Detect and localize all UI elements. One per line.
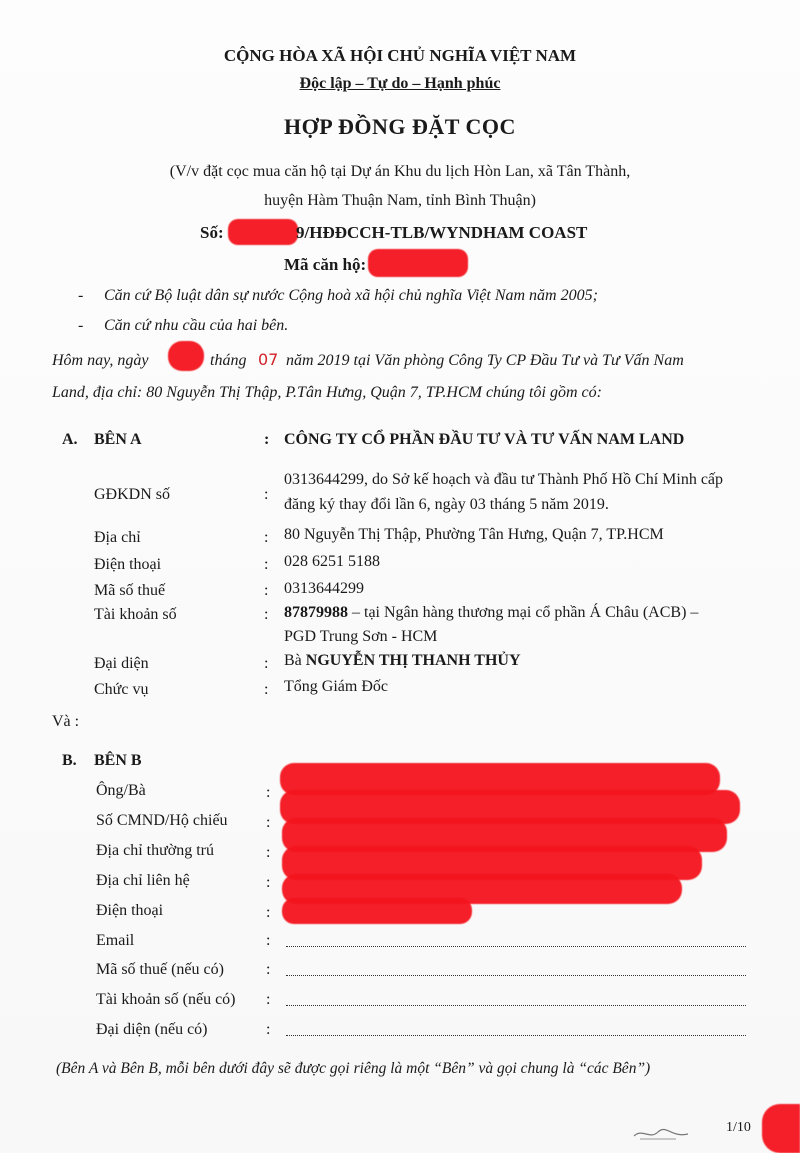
handwritten-month: 07 [258,350,279,369]
account-number: 87879988 [284,604,348,621]
field-value: đăng ký thay đổi lần 6, ngày 03 tháng 5 năm 2019. [284,496,609,513]
blank-fill-line [286,975,746,976]
colon: : [266,1021,271,1038]
intro-text: Land, địa chỉ: 80 Nguyễn Thị Thập, P.Tân Hưng, Quận 7, TP.HCM chúng tôi gồm có: [52,384,602,401]
field-label: Điện thoại [96,902,164,919]
colon: : [264,582,269,599]
field-label: Chức vụ [94,681,149,698]
intro-text: tháng [210,352,247,369]
colon: : [266,932,271,949]
account-line [284,604,698,622]
representative-name: NGUYỄN THỊ THANH THỦY [305,652,521,669]
field-label: Địa chỉ thường trú [96,842,214,859]
redaction-mark [228,219,298,245]
basis-item: Căn cứ nhu cầu của hai bên. [104,317,289,334]
field-value: Tổng Giám Đốc [284,678,388,695]
blank-fill-line [286,1005,746,1006]
party-a-company-name: CÔNG TY CỔ PHẦN ĐẦU TƯ VÀ TƯ VẤN NAM LAND [284,431,685,448]
redaction-mark [168,341,204,371]
colon: : [264,529,269,546]
intro-text: năm 2019 tại Văn phòng Công Ty CP Đầu Tư và Tư Vấn Nam [286,352,684,369]
apartment-code-label: Mã căn hộ: [284,255,367,274]
bank-info: – tại Ngân hàng thương mại cổ phần Á Châu (ACB) – [348,604,699,621]
colon: : [266,784,271,801]
colon: : [266,874,271,891]
field-label: Số CMND/Hộ chiếu [96,812,228,829]
field-label: Điện thoại [94,556,162,573]
initials-signature-icon [628,1124,698,1144]
field-value: 028 6251 5188 [284,553,380,570]
colon: : [264,486,269,503]
colon: : [264,431,270,448]
party-b-heading: BÊN B [94,752,142,769]
field-label: Mã số thuế (nếu có) [96,961,224,978]
field-value: 0313644299 [284,580,364,597]
field-label: GĐKDN số [94,486,170,503]
colon: : [266,904,271,921]
redaction-mark [282,898,472,924]
blank-fill-line [286,946,746,947]
field-label: Ông/Bà [96,782,146,799]
basis-item: Căn cứ Bộ luật dân sự nước Cộng hoà xã hội chủ nghĩa Việt Nam năm 2005; [104,287,598,304]
field-label: Địa chỉ liên hệ [96,872,190,889]
footnote: (Bên A và Bên B, mỗi bên dưới đây sẽ được gọi riêng là một “Bên” và gọi chung là “các Bên”) [56,1060,651,1077]
field-label: Mã số thuế [94,582,166,599]
field-value: PGD Trung Sơn - HCM [284,628,438,645]
blank-fill-line [286,1035,746,1036]
colon: : [264,606,269,623]
contract-number-label: Số: [200,223,224,242]
party-a-letter: A. [62,431,78,448]
party-a-heading: BÊN A [94,431,142,448]
intro-text: Hôm nay, ngày [52,352,149,369]
field-label: Tài khoản số [94,606,177,623]
field-value: 0313644299, do Sở kế hoạch và đầu tư Thành Phố Hồ Chí Minh cấp [284,471,724,488]
and-text: Và : [52,713,80,730]
field-label: Tài khoản số (nếu có) [96,991,236,1008]
field-label: Địa chỉ [94,529,141,546]
redaction-mark [762,1104,800,1153]
colon: : [266,991,271,1008]
colon: : [264,681,269,698]
page-number: 1/10 [726,1120,751,1135]
field-value: 80 Nguyễn Thị Thập, Phường Tân Hưng, Quận 7, TP.HCM [284,526,664,543]
subtitle-line-2: huyện Hàm Thuận Nam, tỉnh Bình Thuận) [264,192,536,209]
representative [284,652,521,670]
country-name: CỘNG HÒA XÃ HỘI CHỦ NGHĨA VIỆT NAM [223,46,577,65]
field-label: Email [96,932,135,949]
redaction-mark [368,249,468,277]
field-label: Đại diện [94,655,149,672]
colon: : [266,844,271,861]
party-b-letter: B. [62,752,77,769]
field-label: Đại diện (nếu có) [96,1021,208,1038]
bullet-dash: - [78,317,84,334]
colon: : [266,961,271,978]
colon: : [264,655,269,672]
subtitle-line-1: (V/v đặt cọc mua căn hộ tại Dự án Khu du lịch Hòn Lan, xã Tân Thành, [169,163,631,180]
bullet-dash: - [78,287,84,304]
contract-number: 9/HĐĐCCH-TLB/WYNDHAM COAST [296,223,588,242]
document-title: HỢP ĐỒNG ĐẶT CỌC [284,114,516,139]
colon: : [266,814,271,831]
motto: Độc lập – Tự do – Hạnh phúc [299,75,501,92]
colon: : [264,556,269,573]
title-prefix: Bà [284,652,306,669]
